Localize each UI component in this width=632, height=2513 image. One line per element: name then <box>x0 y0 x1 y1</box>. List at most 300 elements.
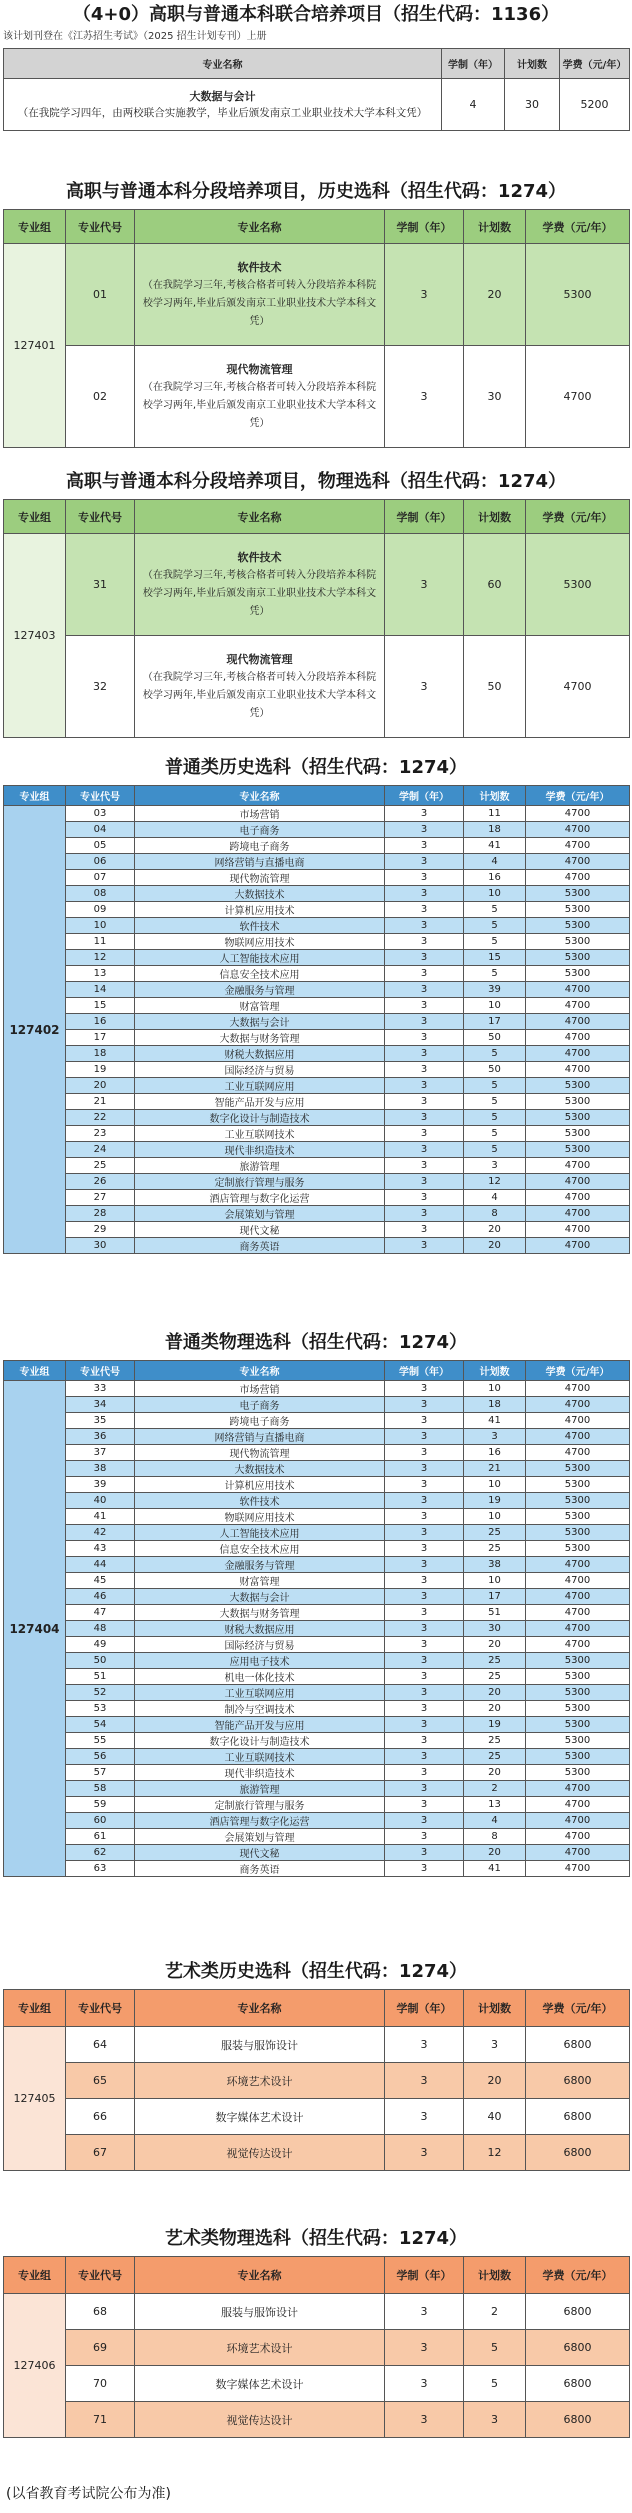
code-cell: 68 <box>66 2294 135 2330</box>
code-cell: 44 <box>66 1557 135 1573</box>
fee-cell: 5300 <box>526 244 630 346</box>
years-cell: 3 <box>385 1509 464 1525</box>
major-cell <box>135 346 385 448</box>
code-cell: 53 <box>66 1701 135 1717</box>
table-row <box>4 950 630 966</box>
section-art-physics <box>0 2222 632 2427</box>
fee-cell: 4700 <box>526 806 630 822</box>
code-cell: 67 <box>66 2135 135 2171</box>
major-cell: 信息安全技术应用 <box>135 966 385 982</box>
fee-cell: 5300 <box>526 934 630 950</box>
fee-cell: 5300 <box>526 918 630 934</box>
plan-cell: 4 <box>464 1813 526 1829</box>
major-cell: 工业互联网技术 <box>135 1126 385 1142</box>
major-cell: 财税大数据应用 <box>135 1046 385 1062</box>
code-cell: 36 <box>66 1429 135 1445</box>
years-cell: 3 <box>385 886 464 902</box>
fee-cell: 4700 <box>526 1014 630 1030</box>
fee-cell: 5300 <box>526 1701 630 1717</box>
table-row <box>4 1126 630 1142</box>
section-joint-program <box>0 2 632 119</box>
col-header: 学制（年） <box>385 1361 464 1381</box>
code-cell: 63 <box>66 1861 135 1877</box>
fee-cell: 6800 <box>526 2366 630 2402</box>
col-header: 学制（年） <box>385 2257 464 2294</box>
fee-cell: 5300 <box>526 1126 630 1142</box>
table-row <box>4 1845 630 1861</box>
fee-cell: 4700 <box>526 1158 630 1174</box>
code-cell: 21 <box>66 1094 135 1110</box>
major-cell: 旅游管理 <box>135 1781 385 1797</box>
code-cell: 27 <box>66 1190 135 1206</box>
years-cell: 3 <box>385 1717 464 1733</box>
col-header: 专业代号 <box>66 786 135 806</box>
code-cell: 26 <box>66 1174 135 1190</box>
section-title: 普通类物理选科（招生代码：1274） <box>164 1332 468 1353</box>
plan-cell: 19 <box>464 1493 526 1509</box>
major-cell: 数字媒体艺术设计 <box>135 2099 385 2135</box>
col-header: 学费（元/年） <box>526 786 630 806</box>
code-cell: 09 <box>66 902 135 918</box>
years-cell: 3 <box>385 1845 464 1861</box>
major-cell: 现代非织造技术 <box>135 1142 385 1158</box>
major-name: 现代物流管理 <box>226 362 293 376</box>
col-header: 专业代号 <box>66 1990 135 2027</box>
years-cell: 3 <box>385 998 464 1014</box>
years-cell: 3 <box>385 1557 464 1573</box>
major-desc: （在我院学习三年,考核合格者可转入分段培养本科院校学习两年,毕业后颁发南京工业职业技术大学本科文凭） <box>142 671 377 719</box>
table-row <box>4 1589 630 1605</box>
plan-cell: 20 <box>464 1222 526 1238</box>
table-row <box>4 1509 630 1525</box>
major-cell: 软件技术 <box>135 918 385 934</box>
fee-cell: 5300 <box>526 1493 630 1509</box>
years-cell: 3 <box>385 1222 464 1238</box>
code-cell: 39 <box>66 1477 135 1493</box>
group-cell: 127401 <box>4 244 66 448</box>
fee-cell: 6800 <box>526 2402 630 2438</box>
col-header: 学制（年） <box>385 1990 464 2027</box>
table-row <box>4 838 630 854</box>
major-name: 现代物流管理 <box>226 652 293 666</box>
plan-cell: 12 <box>464 1174 526 1190</box>
code-cell: 15 <box>66 998 135 1014</box>
major-cell: 旅游管理 <box>135 1158 385 1174</box>
plan-cell: 11 <box>464 806 526 822</box>
years-cell: 3 <box>385 2402 464 2438</box>
plan-cell: 5 <box>464 902 526 918</box>
table-row <box>4 2366 630 2402</box>
col-header: 学制（年） <box>385 786 464 806</box>
major-cell: 酒店管理与数字化运营 <box>135 1190 385 1206</box>
table-row <box>4 1238 630 1254</box>
code-cell: 55 <box>66 1733 135 1749</box>
major-cell: 环境艺术设计 <box>135 2063 385 2099</box>
code-cell: 40 <box>66 1493 135 1509</box>
plan-cell: 5 <box>464 2366 526 2402</box>
plan-cell: 20 <box>464 1238 526 1254</box>
major-cell: 电子商务 <box>135 822 385 838</box>
section-title: 艺术类历史选科（招生代码：1274） <box>164 1961 468 1982</box>
major-cell: 人工智能技术应用 <box>135 950 385 966</box>
code-cell: 08 <box>66 886 135 902</box>
plan-cell: 20 <box>464 2063 526 2099</box>
table-row <box>4 244 630 346</box>
major-cell: 大数据与会计 <box>135 1014 385 1030</box>
years-cell: 3 <box>385 950 464 966</box>
major-cell: 智能产品开发与应用 <box>135 1094 385 1110</box>
table-row <box>4 1094 630 1110</box>
years-cell: 3 <box>385 1765 464 1781</box>
code-cell: 54 <box>66 1717 135 1733</box>
table-row <box>4 1142 630 1158</box>
fee-cell: 6800 <box>526 2099 630 2135</box>
table-row <box>4 1813 630 1829</box>
plan-cell: 50 <box>464 1030 526 1046</box>
plan-cell: 5 <box>464 918 526 934</box>
years-cell: 3 <box>385 1206 464 1222</box>
plan-cell: 5 <box>464 1110 526 1126</box>
table-row <box>4 1685 630 1701</box>
table-row <box>4 1206 630 1222</box>
code-cell: 46 <box>66 1589 135 1605</box>
table-row <box>4 1381 630 1397</box>
col-header: 学费（元/年） <box>526 500 630 534</box>
fee-cell: 6800 <box>526 2063 630 2099</box>
plan-cell: 40 <box>464 2099 526 2135</box>
years-cell: 3 <box>385 1669 464 1685</box>
years-cell: 4 <box>442 79 505 131</box>
code-cell: 62 <box>66 1845 135 1861</box>
col-header: 计划数 <box>464 2257 526 2294</box>
years-cell: 3 <box>385 1477 464 1493</box>
fee-cell: 4700 <box>526 1222 630 1238</box>
table-row <box>4 998 630 1014</box>
col-header: 计划数 <box>464 786 526 806</box>
code-cell: 57 <box>66 1765 135 1781</box>
code-cell: 04 <box>66 822 135 838</box>
fee-cell: 6800 <box>526 2027 630 2063</box>
code-cell: 43 <box>66 1541 135 1557</box>
years-cell: 3 <box>385 1589 464 1605</box>
col-header: 专业组 <box>4 2257 66 2294</box>
years-cell: 3 <box>385 1861 464 1877</box>
code-cell: 14 <box>66 982 135 998</box>
group-cell: 127402 <box>4 806 66 1254</box>
plan-cell: 4 <box>464 854 526 870</box>
fee-cell: 4700 <box>526 1845 630 1861</box>
major-cell: 大数据技术 <box>135 886 385 902</box>
major-cell: 财税大数据应用 <box>135 1621 385 1637</box>
plan-cell: 13 <box>464 1797 526 1813</box>
fee-cell: 6800 <box>526 2135 630 2171</box>
plan-cell: 5 <box>464 1094 526 1110</box>
code-cell: 24 <box>66 1142 135 1158</box>
col-header: 计划数 <box>505 49 560 79</box>
major-cell: 视觉传达设计 <box>135 2402 385 2438</box>
major-cell: 电子商务 <box>135 1397 385 1413</box>
code-cell: 32 <box>66 636 135 738</box>
fee-cell: 4700 <box>526 1397 630 1413</box>
footer-note: (以省教育考试院公布为准) <box>6 2486 171 2502</box>
years-cell: 3 <box>385 1525 464 1541</box>
years-cell: 3 <box>385 918 464 934</box>
years-cell: 3 <box>385 2027 464 2063</box>
major-cell: 商务英语 <box>135 1238 385 1254</box>
years-cell: 3 <box>385 2135 464 2171</box>
fee-cell: 4700 <box>526 838 630 854</box>
col-header: 计划数 <box>464 1361 526 1381</box>
table-row <box>4 1477 630 1493</box>
plan-cell: 20 <box>464 1637 526 1653</box>
code-cell: 45 <box>66 1573 135 1589</box>
plan-cell: 17 <box>464 1014 526 1030</box>
plan-cell: 30 <box>464 346 526 448</box>
col-header: 学费（元/年） <box>526 2257 630 2294</box>
code-cell: 22 <box>66 1110 135 1126</box>
major-cell: 大数据技术 <box>135 1461 385 1477</box>
major-desc: （在我院学习三年,考核合格者可转入分段培养本科院校学习两年,毕业后颁发南京工业职业技术大学本科文凭） <box>142 569 377 617</box>
fee-cell: 5200 <box>560 79 630 131</box>
fee-cell: 4700 <box>526 1174 630 1190</box>
table-row <box>4 1190 630 1206</box>
years-cell: 3 <box>385 1142 464 1158</box>
plan-cell: 41 <box>464 1413 526 1429</box>
major-cell: 大数据与财务管理 <box>135 1030 385 1046</box>
table-row <box>4 79 630 131</box>
years-cell: 3 <box>385 1573 464 1589</box>
table-row <box>4 636 630 738</box>
fee-cell: 5300 <box>526 886 630 902</box>
code-cell: 42 <box>66 1525 135 1541</box>
table-row <box>4 1030 630 1046</box>
fee-cell: 4700 <box>526 1813 630 1829</box>
table-row <box>4 1062 630 1078</box>
code-cell: 03 <box>66 806 135 822</box>
plan-cell: 5 <box>464 1142 526 1158</box>
col-header: 专业组 <box>4 500 66 534</box>
col-header: 专业组 <box>4 1990 66 2027</box>
plan-cell: 30 <box>505 79 560 131</box>
table-row <box>4 2330 630 2366</box>
fee-cell: 4700 <box>526 1557 630 1573</box>
years-cell: 3 <box>385 1174 464 1190</box>
table-row <box>4 2402 630 2438</box>
table-row <box>4 1493 630 1509</box>
table-row <box>4 1669 630 1685</box>
fee-cell: 4700 <box>526 822 630 838</box>
fee-cell: 4700 <box>526 870 630 886</box>
table-row <box>4 1701 630 1717</box>
col-header: 专业代号 <box>66 210 135 244</box>
years-cell: 3 <box>385 1190 464 1206</box>
major-cell: 商务英语 <box>135 1861 385 1877</box>
table-row <box>4 2294 630 2330</box>
code-cell: 10 <box>66 918 135 934</box>
years-cell: 3 <box>385 244 464 346</box>
col-header: 学制（年） <box>442 49 505 79</box>
fee-cell: 4700 <box>526 998 630 1014</box>
major-cell: 软件技术 <box>135 1493 385 1509</box>
table-row <box>4 1637 630 1653</box>
fee-cell: 4700 <box>526 1573 630 1589</box>
code-cell: 29 <box>66 1222 135 1238</box>
plan-cell: 3 <box>464 2402 526 2438</box>
plan-cell: 25 <box>464 1653 526 1669</box>
group-cell: 127406 <box>4 2294 66 2438</box>
table-row <box>4 822 630 838</box>
sec2-table <box>3 209 630 448</box>
table-row <box>4 2099 630 2135</box>
code-cell: 18 <box>66 1046 135 1062</box>
major-name: 软件技术 <box>237 260 282 274</box>
table-row <box>4 1605 630 1621</box>
fee-cell: 4700 <box>526 1030 630 1046</box>
code-cell: 11 <box>66 934 135 950</box>
major-cell: 网络营销与直播电商 <box>135 854 385 870</box>
major-cell: 现代物流管理 <box>135 870 385 886</box>
code-cell: 51 <box>66 1669 135 1685</box>
table-row <box>4 806 630 822</box>
years-cell: 3 <box>385 854 464 870</box>
sec7-table <box>3 2256 630 2438</box>
table-row <box>4 870 630 886</box>
fee-cell: 5300 <box>526 1509 630 1525</box>
major-cell: 金融服务与管理 <box>135 982 385 998</box>
major-name: 软件技术 <box>237 550 282 564</box>
group-cell: 127404 <box>4 1381 66 1877</box>
fee-cell: 4700 <box>526 1829 630 1845</box>
table-row <box>4 1525 630 1541</box>
code-cell: 13 <box>66 966 135 982</box>
years-cell: 3 <box>385 1829 464 1845</box>
table-row <box>4 966 630 982</box>
years-cell: 3 <box>385 2294 464 2330</box>
major-cell: 市场营销 <box>135 1381 385 1397</box>
plan-cell: 19 <box>464 1717 526 1733</box>
major-cell: 财富管理 <box>135 998 385 1014</box>
major-cell: 现代非织造技术 <box>135 1765 385 1781</box>
plan-cell: 4 <box>464 1190 526 1206</box>
plan-cell: 3 <box>464 1429 526 1445</box>
years-cell: 3 <box>385 1126 464 1142</box>
major-cell: 视觉传达设计 <box>135 2135 385 2171</box>
major-cell <box>135 636 385 738</box>
code-cell: 37 <box>66 1445 135 1461</box>
code-cell: 23 <box>66 1126 135 1142</box>
table-row <box>4 934 630 950</box>
table-row <box>4 902 630 918</box>
plan-cell: 10 <box>464 1509 526 1525</box>
years-cell: 3 <box>385 1653 464 1669</box>
major-cell: 会展策划与管理 <box>135 1206 385 1222</box>
col-header: 学制（年） <box>385 210 464 244</box>
fee-cell: 4700 <box>526 1621 630 1637</box>
years-cell: 3 <box>385 1781 464 1797</box>
section-title: 普通类历史选科（招生代码：1274） <box>164 757 468 778</box>
col-header: 专业组 <box>4 1361 66 1381</box>
major-cell: 智能产品开发与应用 <box>135 1717 385 1733</box>
plan-cell: 20 <box>464 244 526 346</box>
fee-cell: 4700 <box>526 1637 630 1653</box>
code-cell: 35 <box>66 1413 135 1429</box>
major-cell: 大数据与会计 <box>135 1589 385 1605</box>
plan-cell: 2 <box>464 2294 526 2330</box>
code-cell: 05 <box>66 838 135 854</box>
fee-cell: 4700 <box>526 1190 630 1206</box>
fee-cell: 5300 <box>526 1749 630 1765</box>
plan-cell: 30 <box>464 1621 526 1637</box>
fee-cell: 5300 <box>526 1541 630 1557</box>
major-cell: 服装与服饰设计 <box>135 2294 385 2330</box>
fee-cell: 4700 <box>526 1206 630 1222</box>
major-cell: 计算机应用技术 <box>135 902 385 918</box>
code-cell: 64 <box>66 2027 135 2063</box>
code-cell: 56 <box>66 1749 135 1765</box>
fee-cell: 4700 <box>526 1605 630 1621</box>
major-desc: （在我院学习四年，由两校联合实施教学，毕业后颁发南京工业职业技术大学本科文凭） <box>17 106 428 119</box>
table-row <box>4 1110 630 1126</box>
fee-cell: 4700 <box>526 346 630 448</box>
years-cell: 3 <box>385 1046 464 1062</box>
plan-cell: 50 <box>464 1062 526 1078</box>
plan-cell: 15 <box>464 950 526 966</box>
plan-cell: 39 <box>464 982 526 998</box>
fee-cell: 5300 <box>526 1094 630 1110</box>
code-cell: 01 <box>66 244 135 346</box>
code-cell: 48 <box>66 1621 135 1637</box>
major-cell: 金融服务与管理 <box>135 1557 385 1573</box>
years-cell: 3 <box>385 822 464 838</box>
plan-cell: 8 <box>464 1206 526 1222</box>
major-cell <box>4 79 442 131</box>
code-cell: 70 <box>66 2366 135 2402</box>
major-cell: 物联网应用技术 <box>135 1509 385 1525</box>
code-cell: 50 <box>66 1653 135 1669</box>
plan-cell: 41 <box>464 838 526 854</box>
table-row <box>4 1429 630 1445</box>
table-row <box>4 534 630 636</box>
years-cell: 3 <box>385 534 464 636</box>
major-cell: 环境艺术设计 <box>135 2330 385 2366</box>
table-row <box>4 1717 630 1733</box>
major-cell: 制冷与空调技术 <box>135 1701 385 1717</box>
fee-cell: 4700 <box>526 1429 630 1445</box>
major-cell: 定制旅行管理与服务 <box>135 1797 385 1813</box>
plan-cell: 25 <box>464 1669 526 1685</box>
fee-cell: 5300 <box>526 1461 630 1477</box>
fee-cell: 4700 <box>526 1381 630 1397</box>
plan-cell: 10 <box>464 1573 526 1589</box>
sec4-table <box>3 785 630 1254</box>
code-cell: 31 <box>66 534 135 636</box>
code-cell: 33 <box>66 1381 135 1397</box>
major-desc: （在我院学习三年,考核合格者可转入分段培养本科院校学习两年,毕业后颁发南京工业职业技术大学本科文凭） <box>142 279 377 327</box>
section-note: 该计划刊登在《江苏招生考试》（2025 招生计划专刊）上册 <box>3 31 267 42</box>
fee-cell: 5300 <box>526 1525 630 1541</box>
code-cell: 07 <box>66 870 135 886</box>
table-row <box>4 1797 630 1813</box>
major-cell: 工业互联网技术 <box>135 1749 385 1765</box>
plan-cell: 60 <box>464 534 526 636</box>
sec6-table <box>3 1989 630 2171</box>
code-cell: 17 <box>66 1030 135 1046</box>
fee-cell: 4700 <box>526 1797 630 1813</box>
col-header: 专业名称 <box>135 210 385 244</box>
table-row <box>4 2135 630 2171</box>
table-row <box>4 918 630 934</box>
years-cell: 3 <box>385 2063 464 2099</box>
